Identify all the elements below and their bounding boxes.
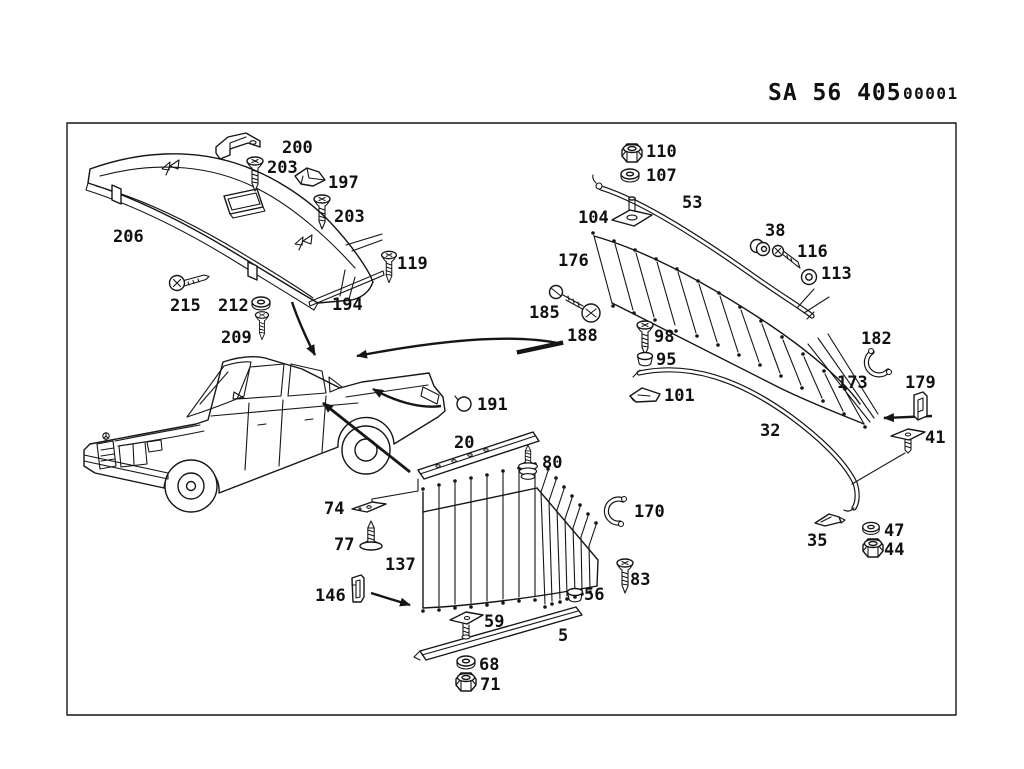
- part-label-110: 110: [646, 142, 677, 162]
- clip-icon-197: [295, 168, 325, 186]
- bracket-icon-200: [216, 133, 260, 159]
- part-label-137: 137: [385, 555, 416, 575]
- car-illustration: [84, 357, 445, 512]
- part-label-80: 80: [542, 453, 563, 473]
- part-label-212: 212: [218, 296, 249, 316]
- clip-icon-179: [914, 392, 927, 420]
- part-label-20: 20: [454, 433, 475, 453]
- part-label-5: 5: [558, 626, 569, 646]
- part-label-206: 206: [113, 227, 144, 247]
- grommet-icon-212: [252, 297, 270, 310]
- part-label-179: 179: [905, 373, 936, 393]
- part-label-32: 32: [760, 421, 781, 441]
- washer-icon-107: [621, 169, 639, 182]
- part-label-104: 104: [578, 208, 609, 228]
- washer-icon-68: [457, 656, 475, 669]
- screw-icon-119: [382, 251, 397, 282]
- part-label-113: 113: [821, 264, 852, 284]
- bracket-icon-74: [352, 502, 386, 512]
- part-label-77: 77: [334, 535, 355, 555]
- part-label-182: 182: [861, 329, 892, 349]
- part-label-188: 188: [567, 326, 598, 346]
- quarter-window: [329, 377, 342, 392]
- nut-icon-71: [456, 673, 476, 691]
- part-label-203-upper: 203: [267, 158, 298, 178]
- part-label-35: 35: [807, 531, 828, 551]
- part-label-74: 74: [324, 499, 345, 519]
- headlights: [119, 440, 162, 467]
- part-label-95: 95: [656, 350, 677, 370]
- clamp-icon-170: [606, 497, 626, 527]
- part-label-44: 44: [884, 540, 905, 560]
- part-label-191: 191: [477, 395, 508, 415]
- front-wheel: [165, 460, 217, 512]
- rear-door-window: [288, 364, 326, 396]
- screw-icon-116: [773, 246, 801, 269]
- catalog-code-suffix: 00001: [903, 84, 959, 103]
- catalog-code: SA 56 405: [768, 80, 902, 106]
- clip-icon-101: [630, 388, 660, 402]
- grommet-icon-38: [751, 240, 770, 256]
- screw-icon-209: [255, 312, 268, 340]
- part-label-209: 209: [221, 328, 252, 348]
- part-label-38: 38: [765, 221, 786, 241]
- part-label-194: 194: [332, 295, 363, 315]
- part-label-83: 83: [630, 570, 651, 590]
- part-label-47: 47: [884, 521, 905, 541]
- part-label-41: 41: [925, 428, 946, 448]
- screw-icon-98: [637, 321, 653, 355]
- screw-icon-77: [360, 521, 382, 550]
- part-label-53: 53: [682, 193, 703, 213]
- part-label-107: 107: [646, 166, 677, 186]
- screw-icon-215: [170, 275, 210, 291]
- leader-line-119: [346, 234, 382, 251]
- clip-icon-35: [815, 514, 845, 526]
- part-label-98: 98: [654, 327, 675, 347]
- screw-icon-203-lower: [314, 195, 330, 229]
- part-label-197: 197: [328, 173, 359, 193]
- part-label-170: 170: [634, 502, 665, 522]
- part-label-200: 200: [282, 138, 313, 158]
- part-label-203-lower: 203: [334, 207, 365, 227]
- bracket-icon-41: [891, 429, 925, 453]
- part-label-119: 119: [397, 254, 428, 274]
- clamp-icon-182: [866, 349, 891, 375]
- part-label-176: 176: [558, 251, 589, 271]
- nut-icon-110: [622, 144, 642, 162]
- clip-ring-icon-191: [455, 396, 471, 411]
- nut-icon-44: [863, 539, 883, 557]
- panel-clip-icon: [295, 235, 312, 250]
- part-label-185: 185: [529, 303, 560, 323]
- part-label-59: 59: [484, 612, 505, 632]
- part-label-71: 71: [480, 675, 501, 695]
- part-labels: [113, 138, 945, 695]
- cap-icon-95: [638, 353, 653, 366]
- washer-icon-47: [863, 522, 880, 534]
- part-label-101: 101: [664, 386, 695, 406]
- leader-line-41: [852, 453, 905, 484]
- part-label-215: 215: [170, 296, 201, 316]
- part-label-56: 56: [584, 585, 605, 605]
- strip-icon-188: [519, 343, 561, 352]
- clip-icon-146: [352, 575, 364, 602]
- screw-icon-203-upper: [247, 157, 263, 191]
- part-label-146: 146: [315, 586, 346, 606]
- part-label-68: 68: [479, 655, 500, 675]
- part-label-173: 173: [837, 373, 868, 393]
- cap-icon-56: [568, 589, 583, 602]
- part-label-116: 116: [797, 242, 828, 262]
